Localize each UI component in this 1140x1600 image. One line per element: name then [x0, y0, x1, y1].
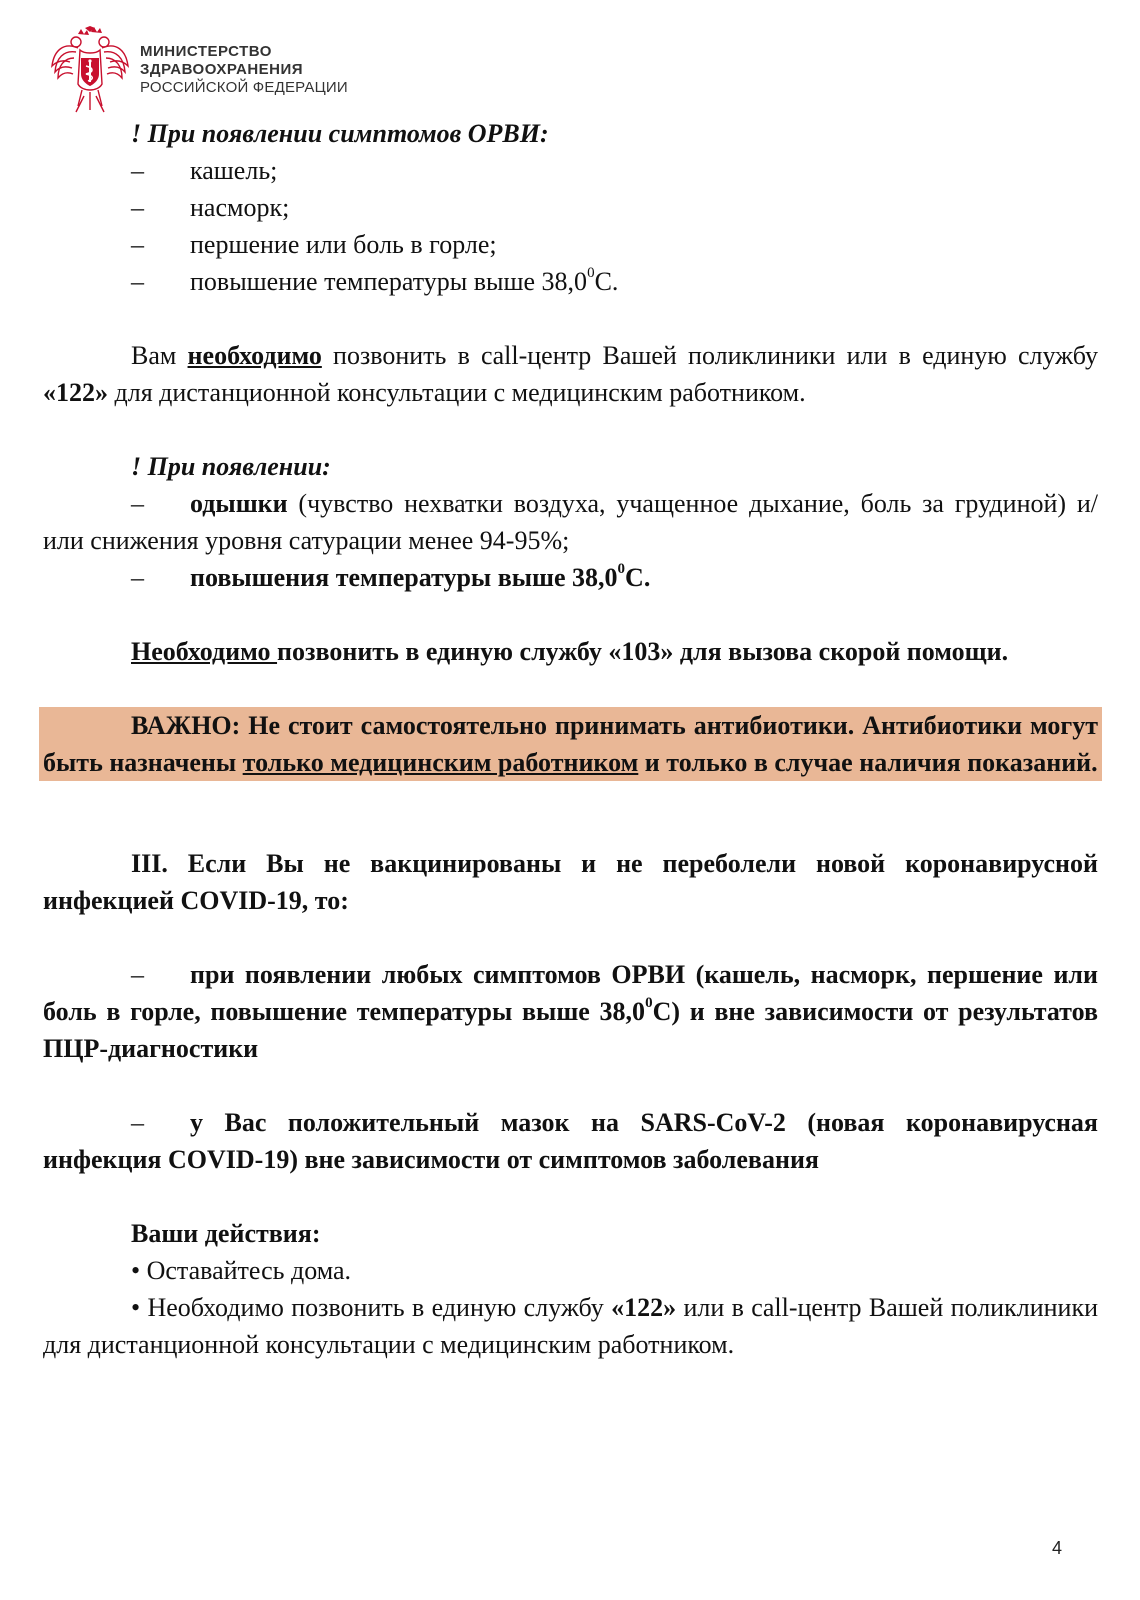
ministry-name — [140, 43, 348, 97]
section1-heading: ! При появлении симптомов ОРВИ: — [131, 119, 549, 148]
dash-marker: – — [131, 563, 144, 592]
call-center-paragraph: Вам необходимо позвонить в call-центр Вашей поликлиники или в единую службу «122» для дистанционной консультации с медицинским работником. — [43, 341, 1098, 407]
bullet-marker: • — [131, 1293, 141, 1322]
temp-suffix: С. — [594, 267, 619, 296]
any-symptoms-item: – при появлении любых симптомов ОРВИ (кашель, насморк, першение или боль в горле, повышение температуры выше 38,0$^0$С) и вне зависимости от результатов ПЦР-диагностики — [43, 956, 1098, 1067]
dash-marker: – — [131, 193, 144, 222]
dash-marker: – — [131, 1108, 144, 1137]
symptom-item — [43, 226, 1098, 263]
symptom-item — [43, 189, 1098, 226]
temp-sup: 0 — [587, 265, 595, 282]
dash-marker: – — [131, 489, 144, 518]
double-headed-eagle-emblem-icon — [48, 26, 132, 116]
dash-marker: – — [131, 156, 144, 185]
section2-heading: ! При появлении: — [131, 452, 331, 481]
dyspnea-item — [43, 485, 1098, 559]
symptom-item — [43, 263, 1098, 300]
positive-test-item: – у Вас положительный мазок на SARS-CoV-2 (новая коронавирусная инфекция COVID-19) вне зависимости от симптомов заболевания — [43, 1104, 1098, 1178]
actions-heading: Ваши действия: — [131, 1219, 321, 1248]
action-bullet: • Оставайтесь дома. — [131, 1256, 352, 1285]
antibiotics-warning-box — [39, 707, 1102, 781]
only-medical-worker: только медицинским работником — [242, 748, 639, 777]
section3-heading: III. Если Вы не вакцинированы и не переболели новой коронавирусной инфекцией COVID-19, то: — [43, 849, 1098, 915]
symptom-text: кашель; — [190, 156, 278, 185]
dyspnea-term: одышки — [190, 489, 288, 518]
phone-122: «122» — [611, 1293, 677, 1322]
symptom-text: насморк; — [190, 193, 290, 222]
antibiotics-warning-text: ВАЖНО: Не стоит самостоятельно принимать антибиотики. Антибиотики могут быть назначены только медицинским работником и только в случае наличия показаний. — [43, 711, 1098, 777]
emphasis-necessary: необходимо — [187, 341, 322, 370]
document-body — [43, 115, 1098, 1363]
high-temp-item: – повышения температуры выше 38,0$^0$С. — [43, 559, 1098, 596]
ministry-name-line2: ЗДРАВООХРАНЕНИЯ — [140, 61, 304, 78]
dash-marker: – — [131, 960, 144, 989]
action-bullet: • Необходимо позвонить в единую службу «122» или в call-центр Вашей поликлиники для дистанционной консультации с медицинским работником. — [43, 1293, 1098, 1359]
temp-prefix: повышение температуры выше 38,0 — [190, 267, 588, 296]
symptom-item — [43, 152, 1098, 189]
dyspnea-description: (чувство нехватки воздуха, учащенное дыхание, боль за грудиной) и/или снижения уровня сатурации менее 94-95%; — [43, 489, 1098, 555]
bullet-marker: • — [131, 1256, 141, 1285]
dash-marker: – — [131, 230, 144, 259]
dash-marker: – — [131, 267, 144, 296]
emphasis-necessary: Необходимо — [131, 637, 278, 666]
page-number: 4 — [1051, 1538, 1062, 1558]
symptom-text: першение или боль в горле; — [190, 230, 497, 259]
phone-122: «122» — [43, 378, 108, 407]
ministry-name-line3: РОССИЙСКОЙ ФЕДЕРАЦИИ — [140, 79, 348, 96]
ministry-name-line1: МИНИСТЕРСТВО — [140, 43, 272, 60]
ambulance-paragraph: Необходимо позвонить в единую службу «103» для вызова скорой помощи. — [131, 637, 1009, 666]
